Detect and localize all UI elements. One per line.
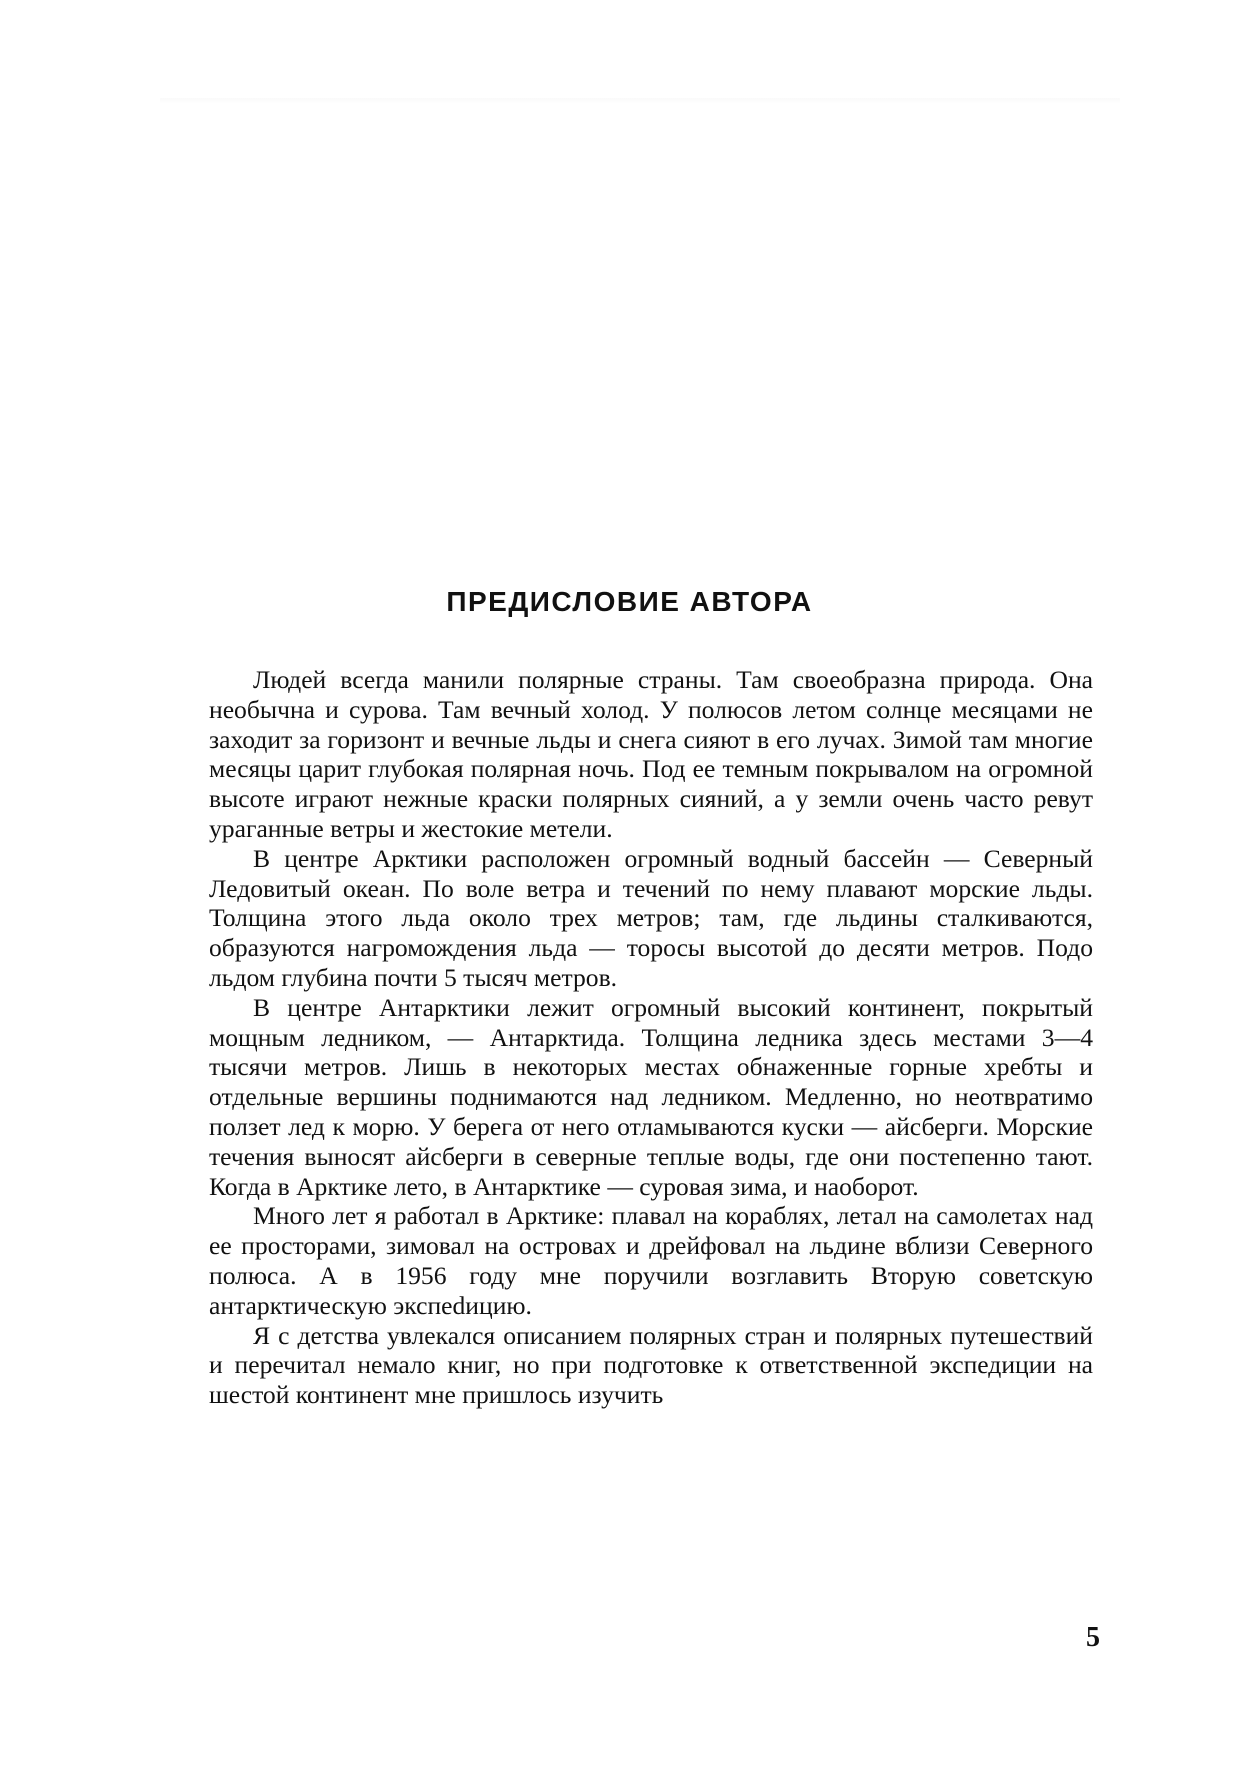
page-number: 5	[1086, 1622, 1100, 1653]
body-text	[209, 665, 1093, 1410]
paragraph-5: Я с детства увлекался описанием полярных стран и полярных путешествий и перечитал немало книг, но при подготовке к ответственной экспедиции на шестой континент мне пришлось изучить	[209, 1320, 1093, 1410]
scan-edge-shadow	[160, 98, 1120, 104]
paragraph-4: Много лет я работал в Арктике: плавал на кораблях, летал на самолетах над ее просторами, зимовал на островах и дрейфовал на льдине вблизи Северного полюса. А в 1956 году мне поручили возглавить Вторую советскую антарктическую экспеdицию.	[209, 1201, 1093, 1320]
paragraph-1: Людей всегда манили полярные страны. Там своеобразна природа. Она необычна и сурова. Там вечный холод. У полюсов летом солнце месяцами не заходит за горизонт и вечные льды и снега сияют в его лучах. Зимой там многие месяцы царит глубокая полярная ночь. Под ее темным покрывалом на огромной высоте играют нежные краски полярных сияний, а у земли очень часто ревут ураганные ветры и жестокие метели.	[209, 665, 1093, 843]
paragraph-2: В центре Арктики расположен огромный водный бассейн — Северный Ледовитый океан. По воле ветра и течений по нему плавают морские льды. Толщина этого льда около трех метров; там, где льдины сталкиваются, образуются нагромождения льда — торосы высотой до десяти метров. Подо льдом глубина почти 5 тысяч метров.	[209, 843, 1093, 992]
paragraph-3: В центре Антарктики лежит огромный высокий континент, покрытый мощным ледником, — Антарктида. Толщина ледника здесь местами 3—4 тысячи метров. Лишь в некоторых местах обнаженные горные хребты и отдельные вершины поднимаются над ледником. Медленно, но неотвратимо ползет лед к морю. У берега от него отламываются куски — айсберги. Морские течения выносят айсберги в северные теплые воды, где они постепенно тают. Когда в Арктике лето, в Антарктике — суровая зима, и наоборот.	[209, 992, 1093, 1201]
chapter-title: ПРЕДИСЛОВИЕ АВТОРА	[446, 586, 813, 617]
